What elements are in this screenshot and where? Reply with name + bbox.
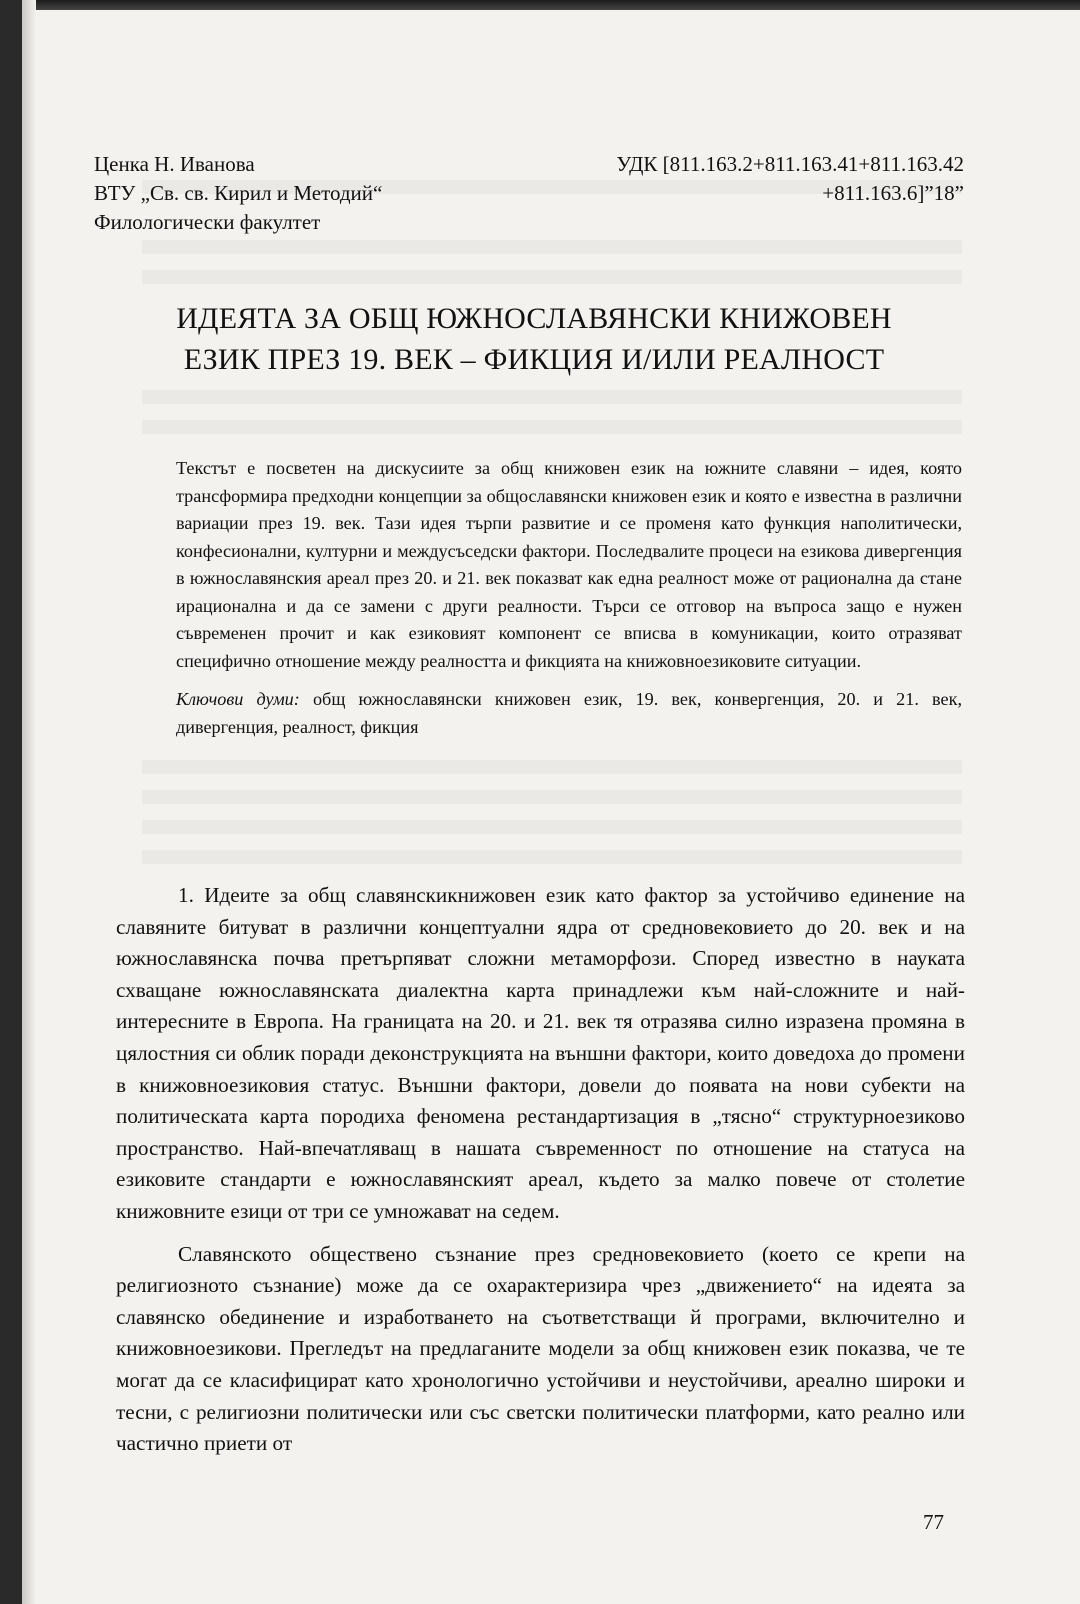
body-paragraph-2: Славянското обществено съзнание през средновековието (което се крепи на религиозното съзнание) може да се охарактеризира чрез „движението“ на идеята за славянско обединение и изработването на съответстващи й програми, включително и книжовноезикови. Прегледът на предлаганите модели за общ книжовен език показва, че те могат да се класифицират като хронологично устойчиви и неустойчиви, ареално широки и тесни, с религиозни политически или със светски политически платформи, като реално или частично приети от — [116, 1241, 965, 1456]
keywords — [176, 686, 962, 741]
abstract-text: Текстът е посветен на дискусиите за общ книжовен език на южните славяни – идея, която трансформира предходни концепции за общославянски книжовен език и която е известна в различни вариации през 19. век. Тази идея търпи развитие и се променя като функция наполитически, конфесионални, културни и междусъседски фактори. Последвалите процеси на езикова дивергенция в южнославянския ареал през 20. и 21. век показват как една реалност може от рационална да стане ирационална и да се замени с други реалности. Търси се отговор на въпроса защо е нужен съвременен прочит и как езиковият компонент се вписва в комуникации, които отразяват специфично отношение между реалността и фикцията на книжовноезиковите ситуации. — [176, 458, 962, 671]
body-paragraph-1: 1. Идеите за общ славянскикнижовен език като фактор за устойчиво единение на славяните битуват в различни концептуални ядра от средновековието до 20. век и на южнославянска почва претърпяват сложни метаморфози. Според известно в науката схващане южнославянската диалектна карта принадлежи към най-сложните и най-интересните в Европа. На границата на 20. и 21. век тя отразява силно изразена промяна в цялостния си облик поради деконструкцията на външни фактори, които доведоха до промени в книжовноезиковия статус. Външни фактори, довели до появата на нови субекти на политическата карта породиха феномена рестандартизация в „тясно“ структурноезиково пространство. Най-впечатляващ в нашата съвременност по отношение на статуса на езиковите стандарти е южнославянският ареал, където за малко повече от столетие книжовните езици от три се умножават на седем. — [116, 883, 965, 1223]
keywords-list: общ южнославянски книжовен език, 19. век, конвергенция, 20. и 21. век, дивергенция, реалност, фикция — [176, 689, 962, 737]
keywords-label: Ключови думи: — [176, 689, 300, 709]
article-title — [94, 298, 974, 380]
article-body — [116, 880, 965, 1471]
title-line-1: ИДЕЯТА ЗА ОБЩ ЮЖНОСЛАВЯНСКИ КНИЖОВЕН — [176, 302, 892, 335]
scan-top-edge — [22, 0, 1080, 10]
page-sheet — [22, 0, 1080, 1604]
abstract — [176, 455, 962, 741]
title-line-2: ЕЗИК ПРЕЗ 19. ВЕК – ФИКЦИЯ И/ИЛИ РЕАЛНОСТ — [183, 343, 885, 376]
page-number: 77 — [923, 1510, 944, 1534]
author-name: Ценка Н. Иванова — [94, 152, 255, 176]
udk-code-line1: УДК [811.163.2+811.163.41+811.163.42 — [616, 152, 964, 176]
page-binding-shadow — [22, 0, 36, 1604]
udk-code-line2: +811.163.6]”18” — [822, 181, 964, 205]
author-faculty: Филологически факултет — [94, 210, 321, 234]
article-header — [94, 150, 964, 237]
author-affiliation: ВТУ „Св. св. Кирил и Методий“ — [94, 181, 383, 205]
